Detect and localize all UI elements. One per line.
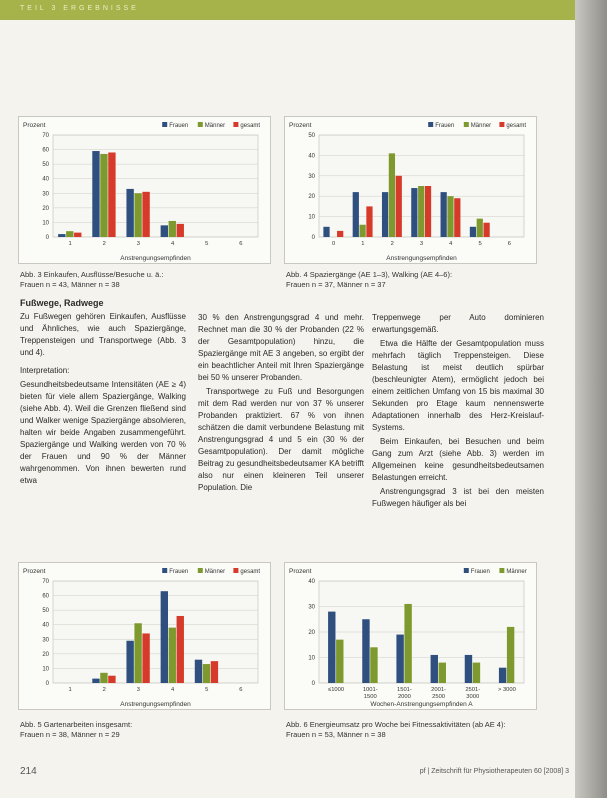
chart-2-legend-swatch (464, 122, 469, 127)
chart-3-x-tick-label: 4 (170, 687, 175, 693)
chart-1-bar (108, 152, 115, 237)
paragraph: Gesundheitsbedeutsame Intensitäten (AE ≥ 4) bieten für viele allem Spaziergänge, Walking (siehe Abb. 4). Weil die Grenzen fließend sind und Walker wenige Spaziergänge absolvieren, halten wir beide Angaben zusammengeführt. Spaziergänge und Walking werden von 70 % der Frauen und 90 % der Männer wahrgenommen. Von ihnen bewerten rund etwa (20, 380, 186, 485)
chart-2-bar (418, 186, 424, 237)
chart-2-bar (454, 198, 460, 237)
chart-2-bar (411, 188, 417, 237)
chart-3-x-tick-label: 6 (239, 687, 243, 693)
text-column-1 (20, 297, 186, 489)
chart-1-y-tick-label: 30 (42, 191, 49, 198)
chart-2-bar (366, 206, 372, 237)
chart-4-bar (439, 663, 446, 683)
chart-4-bar (370, 647, 377, 683)
chart-4-y-tick-label: 10 (308, 655, 315, 662)
caption-chart-3-line-2: Frauen n = 38, Männer n = 29 (20, 730, 120, 739)
chart-3-bar (100, 673, 107, 683)
chart-3-bar (142, 633, 149, 683)
chart-1-legend-label: Männer (204, 123, 226, 129)
paragraph: Treppenwege per Auto dominieren erwartungsgemäß. (372, 313, 544, 334)
chart-4-legend-label: Männer (506, 569, 527, 575)
chart-2-legend-swatch (428, 122, 433, 127)
chart-2-bar (441, 192, 447, 237)
chart-3-bar (203, 664, 210, 683)
chart-2-bar (337, 231, 343, 237)
chart-1-legend-label: Frauen (169, 123, 189, 129)
header-bar (0, 0, 575, 20)
chart-4-bar (396, 635, 403, 683)
chart-1-y-tick-label: 40 (42, 176, 49, 183)
chart-2-bar (483, 223, 489, 237)
chart-3-legend-label: Frauen (169, 569, 189, 575)
chart-4-bar (362, 619, 369, 683)
chart-2-legend-label: Frauen (435, 123, 455, 129)
chart-1-bar (169, 221, 176, 237)
chart-1-svg (19, 117, 270, 263)
chart-3-plot-area (53, 581, 258, 683)
chart-1 (18, 116, 271, 264)
chart-2-x-tick-label: 6 (507, 241, 511, 247)
chart-4-svg (285, 563, 536, 709)
chart-2-y-tick-label: 20 (308, 194, 315, 201)
chart-2 (284, 116, 537, 264)
chart-3-bar (195, 660, 202, 683)
chart-3-svg (19, 563, 270, 709)
chart-3-legend-swatch (198, 568, 203, 573)
paragraph: Etwa die Hälfte der Gesamtpopulation muss mehrfach täglich Treppensteigen. Diese Belastung ist meist deutlich spürbar (beschleunigter Atem), ermöglicht jedoch bei einem zeitlichen Umfang von 15 bis maximal 30 Sekunden pro Etage kaum nennenswerte Adaptationen innerhalb des Herz-Kreislauf-Systems. (372, 339, 544, 432)
chart-3-legend-swatch (162, 568, 167, 573)
chart-3-bar (108, 676, 115, 683)
chart-3-x-tick-label: 1 (68, 687, 72, 693)
paragraph: 30 % den Anstrengungsgrad 4 und mehr. Rechnet man die 30 % der Probanden (22 % der Gesamtpopulation) hinzu, die Spaziergänge mit AE 3 angeben, so ergibt der ein beachtlicher Anteil mit Ihren Spaziergänge bei 50 % unserer Probanden. (198, 313, 364, 382)
chart-1-y-tick-label: 10 (42, 220, 49, 227)
chart-2-legend-label: Männer (470, 123, 492, 129)
chart-2-x-tick-label: 3 (419, 241, 424, 247)
page-edge (575, 0, 607, 798)
chart-1-bar (92, 151, 99, 237)
chart-1-y-tick-label: 20 (42, 205, 49, 212)
chart-4-x-axis-label: Wochen-Anstrengungsempfinden A (370, 701, 473, 708)
chart-2-bar (353, 192, 359, 237)
text-column-2 (198, 312, 364, 496)
chart-1-x-tick-label: 6 (239, 241, 243, 247)
chart-4-bar (431, 655, 438, 683)
caption-chart-2 (286, 270, 556, 290)
chart-4-x-tick-label: 2500 (432, 694, 446, 700)
chart-2-x-tick-label: 1 (361, 241, 365, 247)
caption-chart-4 (286, 720, 556, 740)
chart-2-legend-swatch (499, 122, 504, 127)
chart-1-bar (66, 231, 73, 237)
section-heading: Fußwege, Radwege (20, 298, 104, 308)
chart-3-legend-swatch (233, 568, 238, 573)
chart-4-legend-swatch (464, 568, 469, 573)
chart-3-y-tick-label: 10 (42, 666, 49, 673)
chart-1-bar (177, 224, 184, 237)
paragraph-head: Interpretation: (20, 366, 70, 375)
chart-1-bar (142, 192, 149, 237)
chart-4-y-tick-label: 40 (308, 579, 315, 585)
chart-2-y-tick-label: 0 (311, 235, 315, 241)
chart-4-bar (336, 640, 343, 683)
chart-2-y-tick-label: 50 (308, 133, 315, 139)
chart-2-x-tick-label: 4 (449, 241, 453, 247)
chart-3-bar (211, 661, 218, 683)
chart-3-y-tick-label: 60 (42, 593, 49, 600)
chart-1-x-tick-label: 4 (170, 241, 175, 247)
chart-3-x-tick-label: 2 (102, 687, 106, 693)
chart-4-unit-label: Prozent (289, 568, 312, 575)
chart-2-y-tick-label: 40 (308, 153, 315, 160)
caption-chart-3 (20, 720, 270, 740)
chart-3-y-tick-label: 0 (45, 681, 49, 687)
chart-4-bar (499, 668, 506, 683)
chart-4-x-tick-label: ≤1000 (328, 687, 345, 693)
chart-1-x-tick-label: 1 (68, 241, 72, 247)
chart-4 (284, 562, 537, 710)
caption-chart-1-line-2: Frauen n = 43, Männer n = 38 (20, 280, 120, 289)
chart-1-legend-label: gesamt (240, 123, 261, 129)
chart-3-unit-label: Prozent (23, 568, 46, 575)
chart-3-legend-label: gesamt (240, 569, 261, 575)
chart-2-bar (389, 153, 395, 237)
chart-2-bar (477, 219, 483, 237)
chart-3-y-tick-label: 40 (42, 622, 49, 629)
chart-3-x-tick-label: 3 (136, 687, 141, 693)
paragraph: Transportwege zu Fuß und Besorgungen mit dem Rad werden nur von 37 % unserer Probanden praktiziert. 67 % von ihnen schätzen die damit verbundene Belastung mit Anstrengungsgrad 4 und 5 ein (30 % der Gesamtpopulation). Der damit mögliche Beitrag zu gesundheitsbedeutsamer KA betrifft also nur einen kleineren Teil unserer Population. Die (198, 387, 364, 492)
chart-3-bar (134, 623, 141, 683)
chart-3-y-tick-label: 30 (42, 637, 49, 644)
chart-2-x-tick-label: 5 (478, 241, 482, 247)
chart-2-bar (360, 225, 366, 237)
chart-1-bar (74, 233, 81, 237)
chart-2-x-tick-label: 0 (332, 241, 336, 247)
chart-4-x-tick-label: 1500 (363, 694, 377, 700)
chart-1-unit-label: Prozent (23, 122, 46, 129)
chart-4-legend-swatch (499, 568, 504, 573)
paragraph: Zu Fußwegen gehören Einkaufen, Ausflüsse und Ähnliches, wie auch Spaziergänge, Treppensteigen und Transportwege (Abb. 3 und 4). (20, 312, 186, 357)
chart-2-y-tick-label: 30 (308, 173, 315, 180)
caption-chart-1 (20, 270, 270, 290)
chart-3 (18, 562, 271, 710)
chart-3-bar (169, 628, 176, 683)
chart-1-y-tick-label: 0 (45, 235, 49, 241)
chart-4-x-tick-label: 2000 (397, 694, 411, 700)
caption-chart-2-line-1: Abb. 4 Spaziergänge (AE 1–3), Walking (AE 4–6): (286, 270, 453, 279)
paragraph: Anstrengungsgrad 3 ist bei den meisten Fußwegen häufiger als bei (372, 487, 544, 508)
chart-3-bar (92, 679, 99, 683)
chart-2-y-tick-label: 10 (308, 214, 315, 221)
chart-3-x-axis-label: Anstrengungsempfinden (120, 701, 191, 708)
chart-3-y-tick-label: 70 (42, 579, 49, 585)
chart-3-y-tick-label: 20 (42, 651, 49, 658)
chart-1-bar (100, 154, 107, 237)
chart-2-unit-label: Prozent (289, 122, 312, 129)
chart-2-bar (425, 186, 431, 237)
chart-4-bar (404, 604, 411, 683)
chart-2-bar (396, 176, 402, 237)
caption-chart-3-line-1: Abb. 5 Gartenarbeiten insgesamt: (20, 720, 133, 729)
chart-4-x-tick-label: 2001- (431, 687, 446, 693)
caption-chart-1-line-1: Abb. 3 Einkaufen, Ausflüsse/Besuche u. ä.: (20, 270, 164, 279)
text-column-3 (372, 312, 544, 512)
chart-4-x-tick-label: 1001- (362, 687, 378, 693)
chart-1-y-tick-label: 70 (42, 133, 49, 139)
chart-2-bar (382, 192, 388, 237)
chart-4-bar (507, 627, 514, 683)
chart-3-bar (161, 591, 168, 683)
page-number: 214 (20, 766, 37, 777)
chart-4-bar (328, 612, 335, 683)
chart-2-bar (323, 227, 329, 237)
chart-1-plot-area (53, 135, 258, 237)
chart-4-legend-label: Frauen (470, 569, 490, 575)
chart-4-y-tick-label: 0 (311, 681, 315, 687)
chart-4-x-tick-label: > 3000 (497, 687, 516, 693)
chart-1-x-axis-label: Anstrengungsempfinden (120, 255, 191, 262)
chart-2-x-tick-label: 2 (390, 241, 394, 247)
chart-1-legend-swatch (162, 122, 167, 127)
chart-2-bar (447, 196, 453, 237)
paragraph: Beim Einkaufen, bei Besuchen und beim Gang zum Arzt (siehe Abb. 3) werden im Allgemeinen keine gesundheitsbedeutsamen Belastungen erreicht. (372, 437, 544, 482)
caption-chart-2-line-2: Frauen n = 37, Männer n = 37 (286, 280, 386, 289)
chart-1-y-tick-label: 60 (42, 147, 49, 154)
chart-1-x-tick-label: 5 (205, 241, 209, 247)
chart-1-bar (161, 225, 168, 237)
chart-1-bar (58, 234, 65, 237)
chart-2-svg (285, 117, 536, 263)
chart-4-x-tick-label: 3000 (466, 694, 480, 700)
chart-3-legend-label: Männer (204, 569, 226, 575)
chart-1-legend-swatch (233, 122, 238, 127)
chart-3-bar (177, 616, 184, 683)
chart-4-y-tick-label: 20 (308, 630, 315, 636)
chart-2-legend-label: gesamt (506, 123, 527, 129)
chart-1-bar (126, 189, 133, 237)
chart-1-y-tick-label: 50 (42, 162, 49, 169)
chart-3-y-tick-label: 50 (42, 608, 49, 615)
chart-4-bar (473, 663, 480, 683)
caption-chart-4-line-1: Abb. 6 Energieumsatz pro Woche bei Fitnessaktivitäten (ab AE 4): (286, 720, 506, 729)
chart-1-x-tick-label: 3 (136, 241, 141, 247)
chart-3-bar (126, 641, 133, 683)
caption-chart-4-line-2: Frauen n = 53, Männer n = 38 (286, 730, 386, 739)
chart-4-y-tick-label: 30 (308, 604, 315, 611)
chart-4-x-tick-label: 2501- (465, 687, 481, 693)
chart-2-x-axis-label: Anstrengungsempfinden (386, 255, 457, 262)
chart-2-bar (470, 227, 476, 237)
chart-3-x-tick-label: 5 (205, 687, 209, 693)
chart-4-bar (465, 655, 472, 683)
chart-1-legend-swatch (198, 122, 203, 127)
chart-1-bar (134, 193, 141, 237)
chart-4-x-tick-label: 1501- (397, 687, 412, 693)
chart-1-x-tick-label: 2 (102, 241, 106, 247)
running-head: TEIL 3 ERGEBNISSE (20, 5, 139, 12)
footer-text: pf | Zeitschrift für Physiotherapeuten 60 [2008] 3 (419, 768, 569, 775)
